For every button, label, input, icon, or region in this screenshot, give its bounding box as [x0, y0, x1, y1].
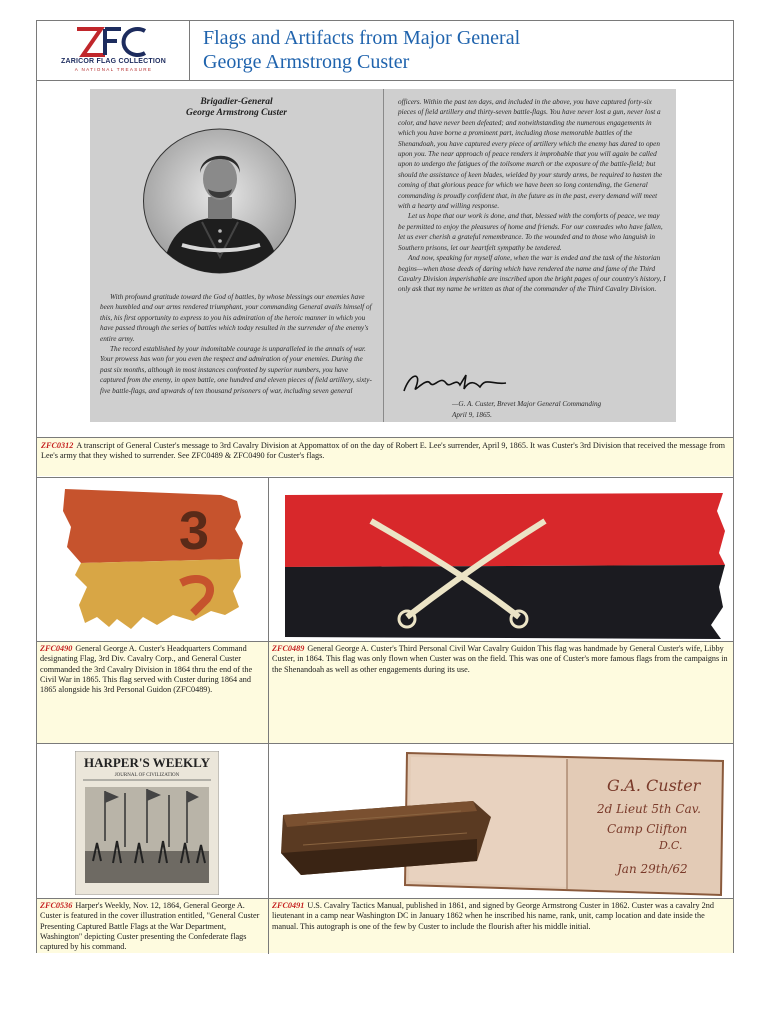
title-line-2: George Armstrong Custer: [203, 51, 410, 73]
caption-zfc0312: [37, 438, 733, 476]
letter-paragraph: The record established by your indomitable courage is unparalleled in the annals of war. Your prowess has won for you even the respect and admiration of your enemies. During the past six months, although in most instances confronted by superior numbers, you have captured from the enemy, in open battle, one hundred and eleven pieces of field artillery, sixty-five battle-flags, and upwards of ten thousand prisoners of war, including seven general: [100, 345, 372, 395]
header: [37, 21, 733, 81]
zfc-monogram-icon: [71, 25, 155, 59]
letter-paragraph: officers. Within the past ten days, and included in the above, you have captured forty-six pieces of field artillery and thirty-seven battle-flags. You have never lost a gun, never lost a color, and have never been defeated; and notwithstanding the numerous engagements in which you have borne a prominent part, including those memorable battles of the Shenandoah, you have captured every piece of artillery which the enemy has dared to open upon you. The near approach of peace renders it improbable that you will again be called upon to undergo the fatigues of the toilsome march or the exposure of the battle-field; but should the assistance of keen blades, wielded by your sturdy arms, be required to hasten the coming of that glorious peace for which we have been so long contending, the General commanding is proudly confident that, in the future as in the past, every demand will meet with a hearty and willing response.: [398, 98, 663, 211]
caption-zfc0491: [269, 899, 733, 953]
caption-zfc0490: [37, 642, 268, 743]
title-line-1: Flags and Artifacts from Major General: [203, 27, 521, 49]
caption-text: U.S. Cavalry Tactics Manual, published in 1861, and signed by George Armstrong Custer in 1862. Custer was a cavalry 2nd lieutenant in a camp near Washington DC in January 1862 when he inscribed his name, rank, unit, camp location and date inside the manual. This autograph is one of the few by Custer to include the flourish after his middle initial.: [272, 901, 714, 931]
book-inscription: G.A. Custer: [607, 776, 701, 795]
portrait-title-line-2: George Armstrong Custer: [186, 108, 287, 118]
flag-number-3: 3: [179, 501, 210, 561]
signoff-author: —G. A. Custer, Brevet Major General Commanding: [452, 400, 602, 408]
item-code: ZFC0490: [40, 644, 73, 653]
caption-text: A transcript of General Custer's message to 3rd Cavalry Division at Appomattox of on the day of Robert E. Lee's surrender, April 9, 1865. It was Custer's 3rd Division that received the message from Lee's army that they wished to surrender. See ZFC0489 & ZFC0490 for Custer's flags.: [41, 441, 726, 461]
guidon-zfc0489-image: [283, 491, 727, 641]
page-title: [203, 26, 723, 74]
item-code: ZFC0536: [40, 901, 73, 910]
zaricor-logo: [37, 21, 190, 80]
divider-line: [37, 743, 733, 744]
item-code: ZFC0312: [41, 441, 74, 450]
letter-signoff: [452, 399, 672, 420]
harpers-weekly-zfc0536-image: [75, 751, 219, 895]
letter-paragraph: Let us hope that our work is done, and that, blessed with the comforts of peace, we may be permitted to enjoy the pleasures of home and friends. For our comrades who have fallen, let us ever cherish a grateful remembrance. To the wounded and to those who languish in Southern prisons, let our heartfelt sympathy be tendered.: [398, 212, 663, 252]
caption-zfc0489: [269, 642, 733, 743]
book-inscription: 2d Lieut 5th Cav.: [597, 802, 701, 816]
divider-line: [37, 477, 733, 478]
column-divider: [383, 89, 384, 422]
flag-zfc0490-image: [61, 487, 247, 633]
logo-tagline: A NATIONAL TREASURE: [74, 67, 153, 72]
letter-column-1: [100, 292, 372, 396]
book-inscription: D.C.: [659, 839, 683, 852]
book-inscription: Jan 29th/62: [617, 862, 688, 876]
cavalry-manual-zfc0491-image: [277, 749, 725, 899]
caption-zfc0536: [37, 899, 268, 953]
portrait-title-line-1: Brigadier-General: [200, 97, 273, 107]
custer-signature-image: [400, 369, 510, 397]
book-inscription: Camp Clifton: [607, 822, 688, 836]
page-sheet: [36, 20, 734, 953]
signoff-date: April 9, 1865.: [452, 410, 492, 419]
logo-name: ZARICOR FLAG COLLECTION: [61, 58, 166, 65]
caption-text: Harper's Weekly, Nov. 12, 1864, General George A. Custer is featured in the cover illustration entitled, "General Custer Presenting Captured Battle Flags at the War Department, Washington" depicting Custer presenting the Confederate flags captured by his command.: [40, 901, 260, 952]
item-code: ZFC0489: [272, 644, 305, 653]
letter-paragraph: And now, speaking for myself alone, when the war is ended and the task of the historian begins—when those deeds of daring which have rendered the name and fame of the Third Cavalry Division imperishable are inscribed upon the bright pages of our country's history, I only ask that my name be written as that of the commander of the Third Cavalry Division.: [398, 254, 666, 294]
harpers-masthead: HARPER'S WEEKLY: [83, 755, 211, 770]
harpers-subtitle: JOURNAL OF CIVILIZATION: [114, 773, 180, 778]
caption-text: General George A. Custer's Headquarters Command designating Flag, 3rd Div. Cavalry Corp., and General Custer commanded the 3rd Cavalry Division in 1864 thru the end of the Civil War in 1865. This flag served with Custer during 1864 and 1865 alongside his 3rd Personal Guidon (ZFC0489).: [40, 644, 253, 695]
letter-column-2: [398, 97, 666, 295]
letter-paragraph: With profound gratitude toward the God of battles, by whose blessings our enemies have been humbled and our arms rendered triumphant, your commanding General avails himself of this, his first opportunity to express to you his admiration of the heroic manner in which you have passed through the series of battles which today resulted in the surrender of the enemy's entire army.: [100, 293, 372, 343]
custer-letter-panel: [90, 89, 676, 422]
portrait-title: [90, 97, 383, 119]
caption-text: General George A. Custer's Third Personal Civil War Cavalry Guidon This flag was handmade by General Custer's wife, Libby Custer, in 1864. This flag was only flown when Custer was on the field. This was one of Custer's more famous flags from the campaigns in the Shenandoah as well as other engagements during its use.: [272, 644, 728, 674]
item-code: ZFC0491: [272, 901, 305, 910]
custer-portrait-image: [142, 127, 297, 275]
